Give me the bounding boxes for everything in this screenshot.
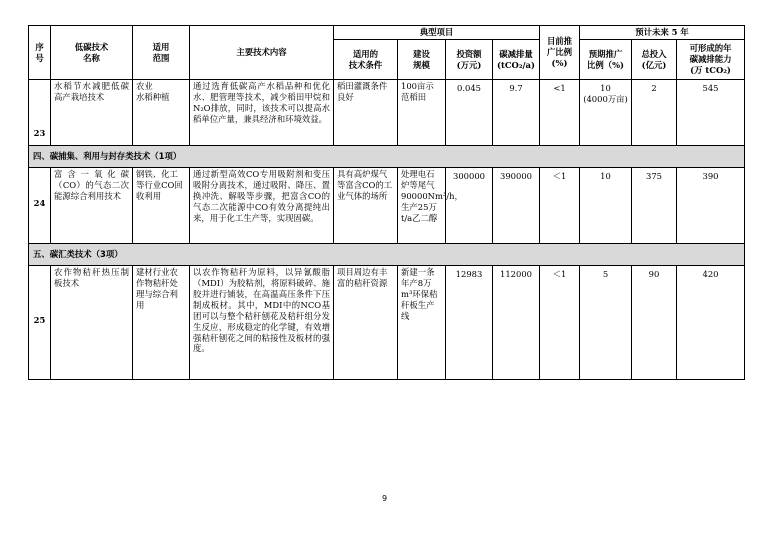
header-expected-ratio: 预期推广 比例（%) xyxy=(580,40,632,80)
row-investment: 0.045 xyxy=(446,80,493,146)
row-conditions: 稻田灌溉条件良好 xyxy=(334,80,398,146)
row-content: 通过选育低碳高产水稻品种和优化水、肥管理等技术，减少稻田甲烷和N₂O排放，同时，该技术可以提高水稻单位产量，兼具经济和环境效益。 xyxy=(190,80,334,146)
row-reduction: 112000 xyxy=(493,266,540,380)
table-row xyxy=(29,80,745,146)
row-capacity: 420 xyxy=(677,266,745,380)
row-conditions: 项目周边有丰富的秸秆资源 xyxy=(334,266,398,380)
header-content: 主要技术内容 xyxy=(190,26,334,80)
row-content: 以农作物秸秆为原料，以异氰酸脂（MDI）为胶粘剂，将原料破碎、施胶并进行铺装，在高温高压条件下压制成板材。其中，MDI中的NCO基团可以与整个秸秆刨花及秸秆组分发生反应，形成稳定的化学键，有效增强秸秆刨花之间的粘接性及板材的强度。 xyxy=(190,266,334,380)
row-total-investment: 2 xyxy=(632,80,677,146)
header-typical-project: 典型项目 xyxy=(334,26,540,40)
header-investment: 投资额 (万元) xyxy=(446,40,493,80)
header-reduction: 碳减排量 (tCO₂/a) xyxy=(493,40,540,80)
document-page xyxy=(28,25,744,380)
row-capacity: 545 xyxy=(677,80,745,146)
row-tech-name: 富含一氧化碳（CO）的气态二次能源综合利用技术 xyxy=(51,168,133,244)
row-tech-name: 水稻节水减肥低碳高产栽培技术 xyxy=(51,80,133,146)
row-investment: 12983 xyxy=(446,266,493,380)
section-title: 五、碳汇类技术（3项） xyxy=(29,244,745,266)
row-conditions: 具有高炉煤气等富含CO的工业气体的场所 xyxy=(334,168,398,244)
row-tech-name: 农作物秸秆热压制板技术 xyxy=(51,266,133,380)
row-current-ratio: ＜1 xyxy=(540,168,580,244)
header-current-ratio: 目前推 广比例 (%) xyxy=(540,26,580,80)
header-tech-name: 低碳技术 名称 xyxy=(51,26,133,80)
header-capacity: 可形成的年 碳减排能力 (万 tCO₂) xyxy=(677,40,745,80)
header-forecast: 预计未来 5 年 xyxy=(580,26,745,40)
table-row xyxy=(29,266,745,380)
row-scale: 新建一条年产8万m³环保秸秆板生产线 xyxy=(398,266,446,380)
header-scale: 建设 规模 xyxy=(398,40,446,80)
row-index: 23 xyxy=(29,80,51,146)
section-title: 四、碳捕集、利用与封存类技术（1项） xyxy=(29,146,745,168)
row-index: 25 xyxy=(29,266,51,380)
row-current-ratio: ＜1 xyxy=(540,266,580,380)
row-reduction: 9.7 xyxy=(493,80,540,146)
row-scope: 建材行业农作物秸秆处理与综合利用 xyxy=(133,266,190,380)
row-investment: 300000 xyxy=(446,168,493,244)
section-row xyxy=(29,244,745,266)
header-scope: 适用 范围 xyxy=(133,26,190,80)
row-content: 通过新型高效CO专用吸附剂和变压吸附分离技术，通过吸附、降压、置换冲洗、解吸等步骤，把富含CO的气态二次能源中CO有效分离提纯出来，用于化工生产等，实现固碳。 xyxy=(190,168,334,244)
page-number: 9 xyxy=(381,494,388,503)
row-index: 24 xyxy=(29,168,51,244)
row-scale: 处理电石炉等尾气90000Nm³/h，生产25万t/a乙二醇 xyxy=(398,168,446,244)
table-row xyxy=(29,168,745,244)
row-reduction: 390000 xyxy=(493,168,540,244)
row-expected-ratio: 10 (4000万亩) xyxy=(580,80,632,146)
row-capacity: 390 xyxy=(677,168,745,244)
row-expected-ratio: 5 xyxy=(580,266,632,380)
row-current-ratio: <1 xyxy=(540,80,580,146)
header-conditions: 适用的 技术条件 xyxy=(334,40,398,80)
header-total-investment: 总投入 (亿元) xyxy=(632,40,677,80)
row-total-investment: 375 xyxy=(632,168,677,244)
row-scope: 钢铁、化工等行业CO回收利用 xyxy=(133,168,190,244)
row-scope: 农业 水稻种植 xyxy=(133,80,190,146)
row-expected-ratio: 10 xyxy=(580,168,632,244)
section-row xyxy=(29,146,745,168)
row-scale: 100亩示范稻田 xyxy=(398,80,446,146)
row-total-investment: 90 xyxy=(632,266,677,380)
header-row-1 xyxy=(29,26,745,40)
header-seq: 序号 xyxy=(29,26,51,80)
low-carbon-tech-table xyxy=(28,25,745,380)
